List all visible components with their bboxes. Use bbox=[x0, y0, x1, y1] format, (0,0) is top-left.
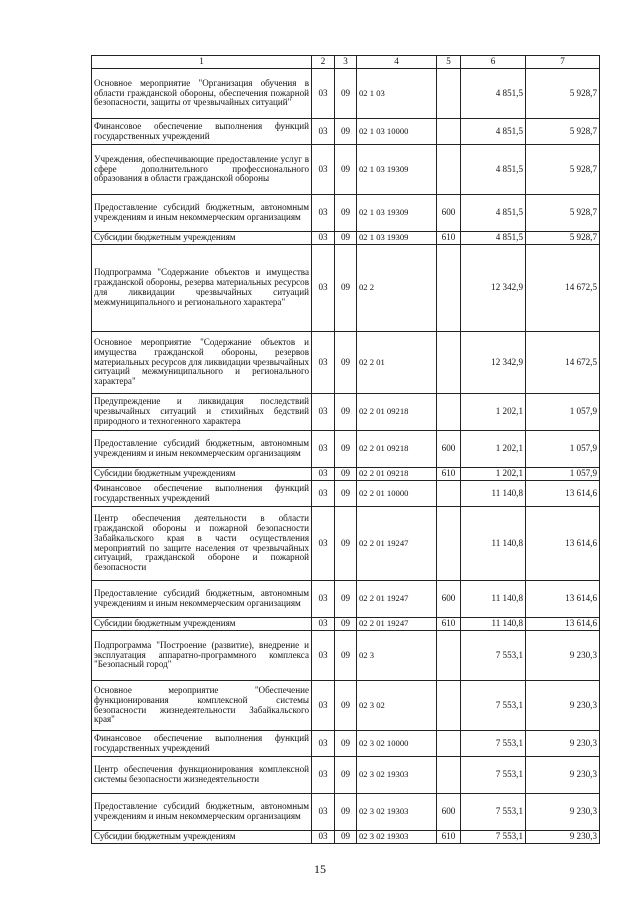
table-row bbox=[92, 507, 600, 581]
item-name: Основное мероприятие "Содержание объектов и имущества гражданской обороны, резервов материальных ресурсов для ликвидации чрезвычайных ситуаций межмуниципального и регионального характера" bbox=[92, 332, 312, 394]
expense-type-code bbox=[437, 507, 461, 581]
section-code: 03 bbox=[312, 618, 335, 631]
amount-col-7: 9 230,3 bbox=[526, 631, 600, 681]
subsection-code: 09 bbox=[335, 431, 357, 468]
expense-type-code: 610 bbox=[437, 831, 461, 844]
table-row bbox=[92, 581, 600, 618]
target-article-code: 02 2 01 09218 bbox=[357, 394, 437, 431]
subsection-code: 09 bbox=[335, 581, 357, 618]
target-article-code: 02 2 01 10000 bbox=[357, 481, 437, 507]
table-row bbox=[92, 195, 600, 232]
section-code: 03 bbox=[312, 481, 335, 507]
item-name: Финансовое обеспечение выполнения функций государственных учреждений bbox=[92, 119, 312, 145]
header-cell: 1 bbox=[92, 56, 312, 69]
target-article-code: 02 2 01 19247 bbox=[357, 618, 437, 631]
header-cell: 2 bbox=[312, 56, 335, 69]
target-article-code: 02 2 01 09218 bbox=[357, 431, 437, 468]
target-article-code: 02 1 03 19309 bbox=[357, 232, 437, 245]
section-code: 03 bbox=[312, 245, 335, 332]
target-article-code: 02 3 02 19303 bbox=[357, 794, 437, 831]
subsection-code: 09 bbox=[335, 731, 357, 757]
table-row bbox=[92, 332, 600, 394]
subsection-code: 09 bbox=[335, 145, 357, 195]
table-row bbox=[92, 119, 600, 145]
expense-type-code: 600 bbox=[437, 581, 461, 618]
item-name: Предоставление субсидий бюджетным, автономным учреждениям и иным некоммерческим организациям bbox=[92, 195, 312, 232]
amount-col-6: 7 553,1 bbox=[461, 794, 526, 831]
target-article-code: 02 3 02 bbox=[357, 681, 437, 731]
item-name: Предоставление субсидий бюджетным, автономным учреждениям и иным некоммерческим организациям bbox=[92, 794, 312, 831]
expense-type-code: 610 bbox=[437, 232, 461, 245]
header-cell: 6 bbox=[461, 56, 526, 69]
expense-type-code bbox=[437, 681, 461, 731]
section-code: 03 bbox=[312, 394, 335, 431]
target-article-code: 02 2 01 19247 bbox=[357, 507, 437, 581]
amount-col-7: 13 614,6 bbox=[526, 581, 600, 618]
target-article-code: 02 1 03 10000 bbox=[357, 119, 437, 145]
subsection-code: 09 bbox=[335, 468, 357, 481]
amount-col-7: 1 057,9 bbox=[526, 431, 600, 468]
table-row bbox=[92, 831, 600, 844]
section-code: 03 bbox=[312, 731, 335, 757]
item-name: Субсидии бюджетным учреждениям bbox=[92, 232, 312, 245]
expense-type-code: 610 bbox=[437, 618, 461, 631]
amount-col-7: 14 672,5 bbox=[526, 245, 600, 332]
table-row bbox=[92, 618, 600, 631]
amount-col-6: 4 851,5 bbox=[461, 119, 526, 145]
expense-type-code bbox=[437, 119, 461, 145]
table-row bbox=[92, 731, 600, 757]
section-code: 03 bbox=[312, 681, 335, 731]
budget-table bbox=[91, 55, 600, 844]
table-row bbox=[92, 631, 600, 681]
section-code: 03 bbox=[312, 69, 335, 119]
section-code: 03 bbox=[312, 468, 335, 481]
target-article-code: 02 1 03 19309 bbox=[357, 195, 437, 232]
amount-col-6: 4 851,5 bbox=[461, 145, 526, 195]
subsection-code: 09 bbox=[335, 481, 357, 507]
table-row bbox=[92, 431, 600, 468]
page-number: 15 bbox=[314, 862, 326, 876]
item-name: Субсидии бюджетным учреждениям bbox=[92, 618, 312, 631]
amount-col-6: 1 202,1 bbox=[461, 431, 526, 468]
target-article-code: 02 3 bbox=[357, 631, 437, 681]
section-code: 03 bbox=[312, 145, 335, 195]
header-row bbox=[92, 56, 600, 69]
amount-col-6: 4 851,5 bbox=[461, 195, 526, 232]
target-article-code: 02 3 02 19303 bbox=[357, 831, 437, 844]
item-name: Финансовое обеспечение выполнения функций государственных учреждений bbox=[92, 481, 312, 507]
subsection-code: 09 bbox=[335, 794, 357, 831]
amount-col-7: 9 230,3 bbox=[526, 731, 600, 757]
target-article-code: 02 2 01 19247 bbox=[357, 581, 437, 618]
item-name: Предупреждение и ликвидация последствий чрезвычайных ситуаций и стихийных бедствий природного и техногенного характера bbox=[92, 394, 312, 431]
amount-col-7: 13 614,6 bbox=[526, 481, 600, 507]
item-name: Учреждения, обеспечивающие предоставление услуг в сфере дополнительного профессионального образования в области гражданской обороны bbox=[92, 145, 312, 195]
amount-col-6: 1 202,1 bbox=[461, 394, 526, 431]
subsection-code: 09 bbox=[335, 618, 357, 631]
table-row bbox=[92, 145, 600, 195]
section-code: 03 bbox=[312, 831, 335, 844]
amount-col-7: 5 928,7 bbox=[526, 69, 600, 119]
amount-col-6: 4 851,5 bbox=[461, 232, 526, 245]
header-cell: 5 bbox=[437, 56, 461, 69]
amount-col-7: 5 928,7 bbox=[526, 119, 600, 145]
amount-col-6: 11 140,8 bbox=[461, 581, 526, 618]
table-row bbox=[92, 794, 600, 831]
expense-type-code bbox=[437, 631, 461, 681]
expense-type-code bbox=[437, 757, 461, 794]
section-code: 03 bbox=[312, 757, 335, 794]
amount-col-7: 13 614,6 bbox=[526, 618, 600, 631]
table-row bbox=[92, 481, 600, 507]
item-name: Подпрограмма "Построение (развитие), внедрение и эксплуатация аппаратно-программного комплекса "Безопасный город" bbox=[92, 631, 312, 681]
subsection-code: 09 bbox=[335, 119, 357, 145]
amount-col-6: 7 553,1 bbox=[461, 757, 526, 794]
subsection-code: 09 bbox=[335, 631, 357, 681]
amount-col-7: 1 057,9 bbox=[526, 394, 600, 431]
section-code: 03 bbox=[312, 507, 335, 581]
item-name: Финансовое обеспечение выполнения функций государственных учреждений bbox=[92, 731, 312, 757]
expense-type-code: 610 bbox=[437, 468, 461, 481]
amount-col-7: 9 230,3 bbox=[526, 831, 600, 844]
table-row bbox=[92, 394, 600, 431]
subsection-code: 09 bbox=[335, 394, 357, 431]
section-code: 03 bbox=[312, 631, 335, 681]
table-row bbox=[92, 232, 600, 245]
subsection-code: 09 bbox=[335, 507, 357, 581]
item-name: Подпрограмма "Содержание объектов и имущества гражданской обороны, резерва материальных ресурсов для ликвидации чрезвычайных ситуаций межмуниципального и регионального характера" bbox=[92, 245, 312, 332]
amount-col-6: 12 342,9 bbox=[461, 332, 526, 394]
section-code: 03 bbox=[312, 332, 335, 394]
subsection-code: 09 bbox=[335, 831, 357, 844]
table-body bbox=[92, 56, 600, 844]
amount-col-6: 11 140,8 bbox=[461, 618, 526, 631]
expense-type-code bbox=[437, 731, 461, 757]
section-code: 03 bbox=[312, 119, 335, 145]
amount-col-6: 7 553,1 bbox=[461, 831, 526, 844]
amount-col-7: 1 057,9 bbox=[526, 468, 600, 481]
amount-col-6: 12 342,9 bbox=[461, 245, 526, 332]
subsection-code: 09 bbox=[335, 232, 357, 245]
amount-col-6: 11 140,8 bbox=[461, 481, 526, 507]
header-cell: 4 bbox=[357, 56, 437, 69]
item-name: Центр обеспечения деятельности в области гражданской обороны и пожарной безопасности Забайкальского края в части осуществления мероприятий по защите населения от чрезвычайных ситуаций, гражданской обороне и пожарной безопасности bbox=[92, 507, 312, 581]
amount-col-6: 7 553,1 bbox=[461, 631, 526, 681]
expense-type-code: 600 bbox=[437, 431, 461, 468]
section-code: 03 bbox=[312, 195, 335, 232]
amount-col-7: 5 928,7 bbox=[526, 195, 600, 232]
expense-type-code bbox=[437, 245, 461, 332]
expense-type-code bbox=[437, 69, 461, 119]
item-name: Субсидии бюджетным учреждениям bbox=[92, 831, 312, 844]
amount-col-7: 9 230,3 bbox=[526, 681, 600, 731]
target-article-code: 02 3 02 10000 bbox=[357, 731, 437, 757]
subsection-code: 09 bbox=[335, 332, 357, 394]
amount-col-6: 4 851,5 bbox=[461, 69, 526, 119]
subsection-code: 09 bbox=[335, 757, 357, 794]
amount-col-7: 14 672,5 bbox=[526, 332, 600, 394]
amount-col-6: 7 553,1 bbox=[461, 731, 526, 757]
header-cell: 7 bbox=[526, 56, 600, 69]
amount-col-7: 9 230,3 bbox=[526, 794, 600, 831]
target-article-code: 02 1 03 bbox=[357, 69, 437, 119]
table-row bbox=[92, 69, 600, 119]
amount-col-7: 13 614,6 bbox=[526, 507, 600, 581]
amount-col-7: 5 928,7 bbox=[526, 145, 600, 195]
header-cell: 3 bbox=[335, 56, 357, 69]
table-row bbox=[92, 681, 600, 731]
table-row bbox=[92, 468, 600, 481]
target-article-code: 02 1 03 19309 bbox=[357, 145, 437, 195]
amount-col-7: 5 928,7 bbox=[526, 232, 600, 245]
table-row bbox=[92, 757, 600, 794]
table-row bbox=[92, 245, 600, 332]
item-name: Предоставление субсидий бюджетным, автономным учреждениям и иным некоммерческим организациям bbox=[92, 581, 312, 618]
expense-type-code bbox=[437, 145, 461, 195]
target-article-code: 02 2 01 09218 bbox=[357, 468, 437, 481]
amount-col-6: 7 553,1 bbox=[461, 681, 526, 731]
target-article-code: 02 2 01 bbox=[357, 332, 437, 394]
expense-type-code: 600 bbox=[437, 195, 461, 232]
item-name: Основное мероприятие "Организация обучения в области гражданской обороны, обеспечения пожарной безопасности, защиты от чрезвычайных ситуаций" bbox=[92, 69, 312, 119]
section-code: 03 bbox=[312, 232, 335, 245]
subsection-code: 09 bbox=[335, 245, 357, 332]
item-name: Основное мероприятие "Обеспечение функционирования комплексной системы безопасности жизнедеятельности Забайкальского края" bbox=[92, 681, 312, 731]
subsection-code: 09 bbox=[335, 69, 357, 119]
amount-col-6: 1 202,1 bbox=[461, 468, 526, 481]
section-code: 03 bbox=[312, 431, 335, 468]
target-article-code: 02 3 02 19303 bbox=[357, 757, 437, 794]
expense-type-code bbox=[437, 394, 461, 431]
target-article-code: 02 2 bbox=[357, 245, 437, 332]
item-name: Предоставление субсидий бюджетным, автономным учреждениям и иным некоммерческим организациям bbox=[92, 431, 312, 468]
item-name: Субсидии бюджетным учреждениям bbox=[92, 468, 312, 481]
section-code: 03 bbox=[312, 794, 335, 831]
expense-type-code: 600 bbox=[437, 794, 461, 831]
expense-type-code bbox=[437, 332, 461, 394]
amount-col-6: 11 140,8 bbox=[461, 507, 526, 581]
section-code: 03 bbox=[312, 581, 335, 618]
item-name: Центр обеспечения функционирования комплексной системы безопасности жизнедеятельности bbox=[92, 757, 312, 794]
amount-col-7: 9 230,3 bbox=[526, 757, 600, 794]
expense-type-code bbox=[437, 481, 461, 507]
subsection-code: 09 bbox=[335, 195, 357, 232]
subsection-code: 09 bbox=[335, 681, 357, 731]
